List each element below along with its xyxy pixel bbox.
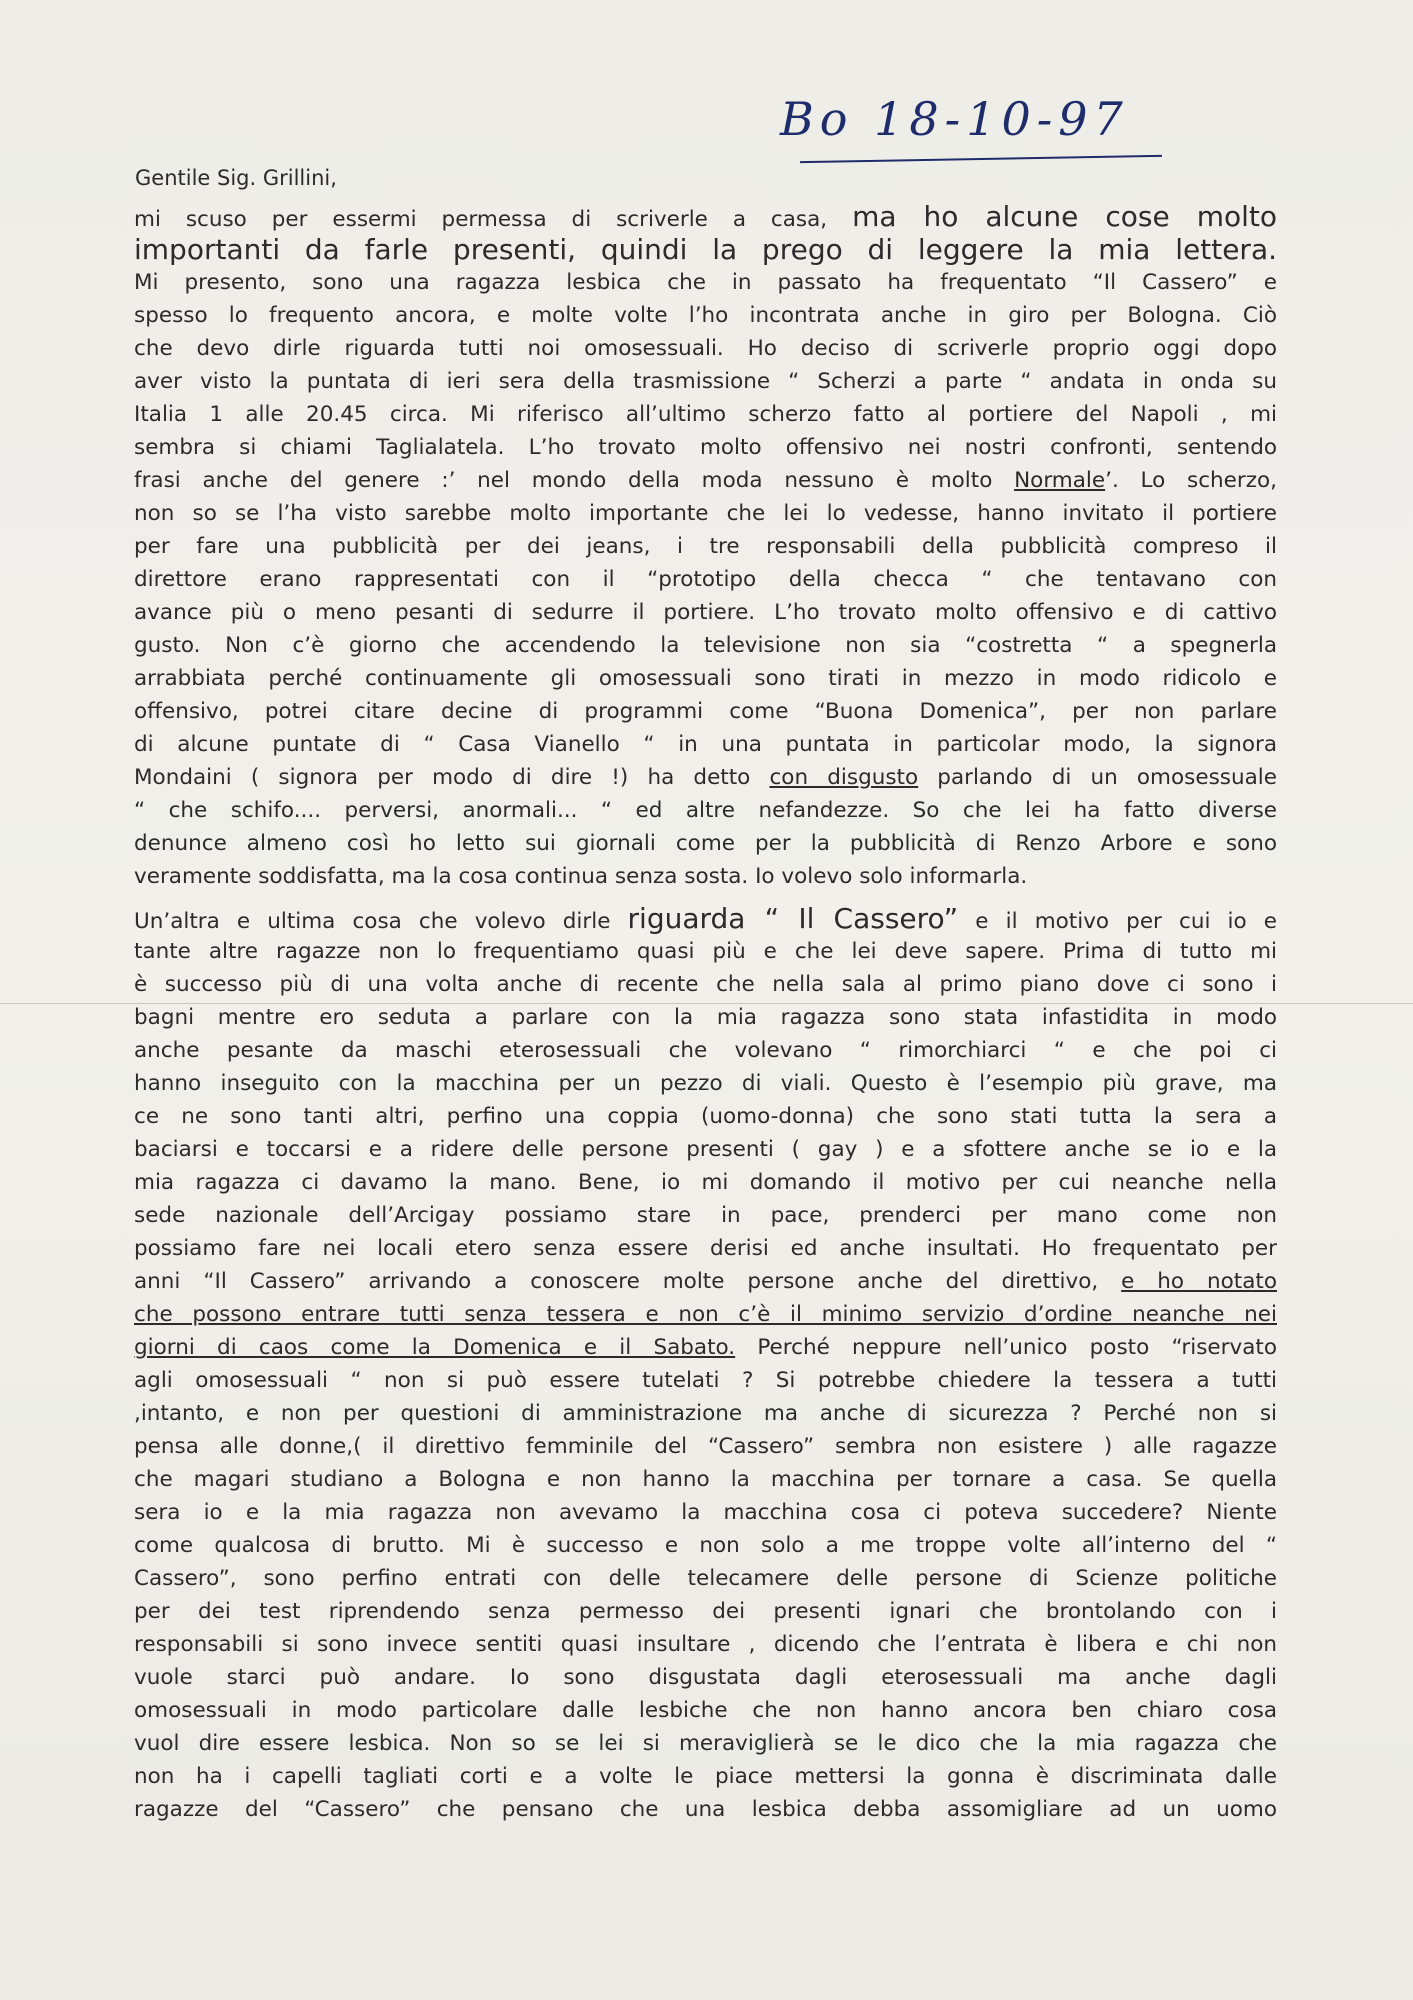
letter-line [134,497,1277,530]
letter-line [134,827,1277,860]
letter-line [134,1133,1277,1166]
line-text: non ha i capelli tagliati corti e a volte le piace mettersi la gonna è discriminata dalle [134,1764,1277,1789]
letter-line [134,902,1277,935]
line-big: riguarda “ Il Cassero” [627,902,959,935]
line-text: avance più o meno pesanti di sedurre il portiere. L’ho trovato molto offensivo e di cattivo [134,600,1277,625]
letter-line [134,365,1277,398]
letter-line [134,299,1277,332]
line-text: veramente soddisfatta, ma la cosa continua senza sosta. Io volevo solo informarla. [134,864,1028,889]
letter-line [134,1199,1277,1232]
letter-line [134,464,1277,497]
line-text: frasi anche del genere :’ nel mondo della moda nessuno è molto [134,468,1015,493]
letter-line [134,1463,1277,1496]
line-text: non so se l’ha visto sarebbe molto importante che lei lo vedesse, hanno invitato il portiere [134,501,1277,526]
line-text: Mondaini ( signora per modo di dire !) ha detto [134,765,770,790]
line-text: sembra si chiami Taglialatela. L’ho trovato molto offensivo nei nostri confronti, sentendo [134,435,1277,460]
line-after: ’. Lo scherzo, [1105,468,1277,493]
line-text: ragazze del “Cassero” che pensano che una lesbica debba assomigliare ad un uomo [134,1797,1277,1822]
letter-line [134,266,1277,299]
line-text: denunce almeno così ho letto sui giornali come per la pubblicità di Renzo Arbore e sono [134,831,1277,856]
letter-line [134,1364,1277,1397]
letter-line [134,662,1277,695]
letter-line [134,1727,1277,1760]
letter-line [134,935,1277,968]
line-text: direttore erano rappresentati con il “prototipo della checca “ che tentavano con [134,567,1277,592]
letter-line [134,1628,1277,1661]
line-text: come qualcosa di brutto. Mi è successo e non solo a me troppe volte all’interno del “ [134,1533,1277,1558]
letter-line [134,728,1277,761]
line-text: anche pesante da maschi eterosessuali che volevano “ rimorchiarci “ e che poi ci [134,1038,1277,1063]
line-u: con disgusto [769,765,919,790]
handwritten-date [780,92,1180,172]
line-text: hanno inseguito con la macchina per un pezzo di viali. Questo è l’esempio più grave, ma [134,1071,1277,1096]
greeting: Gentile Sig. Grillini, [135,166,337,190]
letter-line [134,1331,1277,1364]
line-big: ma ho alcune cose molto [852,200,1277,233]
letter-line [134,1067,1277,1100]
line-text: sede nazionale dell’Arcigay possiamo stare in pace, prenderci per mano come non [134,1203,1277,1228]
line-text: gusto. Non c’è giorno che accendendo la televisione non sia “costretta “ a spegnerla [134,633,1277,658]
letter-line [134,968,1277,1001]
letter-line [134,1529,1277,1562]
letter-line [134,1562,1277,1595]
letter-line [134,1034,1277,1067]
line-u: e ho notato [1121,1269,1277,1294]
line-text: “ che schifo.... perversi, anormali... “ ed altre nefandezze. So che lei ha fatto diverse [134,798,1277,823]
line-text: Italia 1 alle 20.45 circa. Mi riferisco all’ultimo scherzo fatto al portiere del Napoli , mi [134,402,1277,427]
line-text: arrabbiata perché continuamente gli omosessuali sono tirati in mezzo in modo ridicolo e [134,666,1277,691]
line-text: agli omosessuali “ non si può essere tutelati ? Si potrebbe chiedere la tessera a tutti [134,1368,1277,1393]
line-text: possiamo fare nei locali etero senza essere derisi ed anche insultati. Ho frequentato per [134,1236,1277,1261]
letter-line [134,596,1277,629]
letter-line [134,695,1277,728]
letter-line [134,1496,1277,1529]
line-text: Cassero”, sono perfino entrati con delle telecamere delle persone di Scienze politiche [134,1566,1277,1591]
letter-line [134,398,1277,431]
letter-line [134,1298,1277,1331]
letter-line [134,431,1277,464]
line-text: anni “Il Cassero” arrivando a conoscere molte persone anche del direttivo, [134,1269,1122,1294]
letter-line [134,332,1277,365]
line-big: importanti da farle presenti, quindi la prego di leggere la mia lettera. [134,233,1277,266]
line-after: parlando di un omosessuale [918,765,1277,790]
line-text: Mi presento, sono una ragazza lesbica che in passato ha frequentato “Il Cassero” e [134,270,1277,295]
line-text: per dei test riprendendo senza permesso dei presenti ignari che brontolando con i [134,1599,1277,1624]
line-text: responsabili si sono invece sentiti quasi insultare , dicendo che l’entrata è libera e chi non [134,1632,1277,1657]
line-text: mi scuso per essermi permessa di scriverle a casa, [134,207,853,232]
letter-line [134,1232,1277,1265]
letter-line [134,1430,1277,1463]
line-text: che devo dirle riguarda tutti noi omosessuali. Ho deciso di scriverle proprio oggi dopo [134,336,1277,361]
line-text: è successo più di una volta anche di recente che nella sala al primo piano dove ci sono i [134,972,1277,997]
line-text: che magari studiano a Bologna e non hanno la macchina per tornare a casa. Se quella [134,1467,1277,1492]
line-u: Normale [1014,468,1106,493]
line-text: vuole starci può andare. Io sono disgustata dagli eterosessuali ma anche dagli [134,1665,1277,1690]
letter-line [134,629,1277,662]
letter-line [134,563,1277,596]
letter-line [134,1166,1277,1199]
letter-line [134,1661,1277,1694]
line-text: di alcune puntate di “ Casa Vianello “ in una puntata in particolar modo, la signora [134,732,1277,757]
letter-line [134,1397,1277,1430]
line-text: vuol dire essere lesbica. Non so se lei si meraviglierà se le dico che la mia ragazza che [134,1731,1277,1756]
letter-line [134,1595,1277,1628]
letter-line [134,200,1277,233]
letter-line [134,530,1277,563]
letter-line [134,1100,1277,1133]
line-text: pensa alle donne,( il direttivo femminile del “Cassero” sembra non esistere ) alle ragazze [134,1434,1277,1459]
letter-line [134,1001,1277,1034]
line-text: spesso lo frequento ancora, e molte volte l’ho incontrata anche in giro per Bologna. Ciò [134,303,1277,328]
letter-line [134,860,1277,893]
line-after: e il motivo per cui io e [958,909,1277,934]
line-text: Un’altra e ultima cosa che volevo dirle [134,909,628,934]
line-u: giorni di caos come la Domenica e il Sabato. [134,1335,736,1360]
letter-line [134,1265,1277,1298]
line-text: tante altre ragazze non lo frequentiamo quasi più e che lei deve sapere. Prima di tutto mi [134,939,1277,964]
line-text: mia ragazza ci davamo la mano. Bene, io mi domando il motivo per cui neanche nella [134,1170,1277,1195]
letter-line [134,1793,1277,1826]
line-text: sera io e la mia ragazza non avevamo la macchina cosa ci poteva succedere? Niente [134,1500,1277,1525]
line-text: per fare una pubblicità per dei jeans, i tre responsabili della pubblicità compreso il [134,534,1277,559]
letter-body [134,200,1277,1826]
letter-line [134,233,1277,266]
letter-line [134,794,1277,827]
line-after: Perché neppure nell’unico posto “riservato [735,1335,1277,1360]
handwritten-underline [800,155,1162,163]
handwritten-date-text: Bo 18-10-97 [780,92,1129,146]
line-text: ce ne sono tanti altri, perfino una coppia (uomo-donna) che sono stati tutta la sera a [134,1104,1277,1129]
line-u: che possono entrare tutti senza tessera e non c’è il minimo servizio d’ordine neanche nei [134,1302,1277,1327]
line-text: omosessuali in modo particolare dalle lesbiche che non hanno ancora ben chiaro cosa [134,1698,1277,1723]
line-text: baciarsi e toccarsi e a ridere delle persone presenti ( gay ) e a sfottere anche se io e la [134,1137,1277,1162]
line-text: ,intanto, e non per questioni di amministrazione ma anche di sicurezza ? Perché non si [134,1401,1277,1426]
line-text: aver visto la puntata di ieri sera della trasmissione “ Scherzi a parte “ andata in onda su [134,369,1277,394]
line-text: bagni mentre ero seduta a parlare con la mia ragazza sono stata infastidita in modo [134,1005,1277,1030]
letter-line [134,761,1277,794]
letter-line [134,1694,1277,1727]
line-text: offensivo, potrei citare decine di programmi come “Buona Domenica”, per non parlare [134,699,1277,724]
letter-line [134,1760,1277,1793]
